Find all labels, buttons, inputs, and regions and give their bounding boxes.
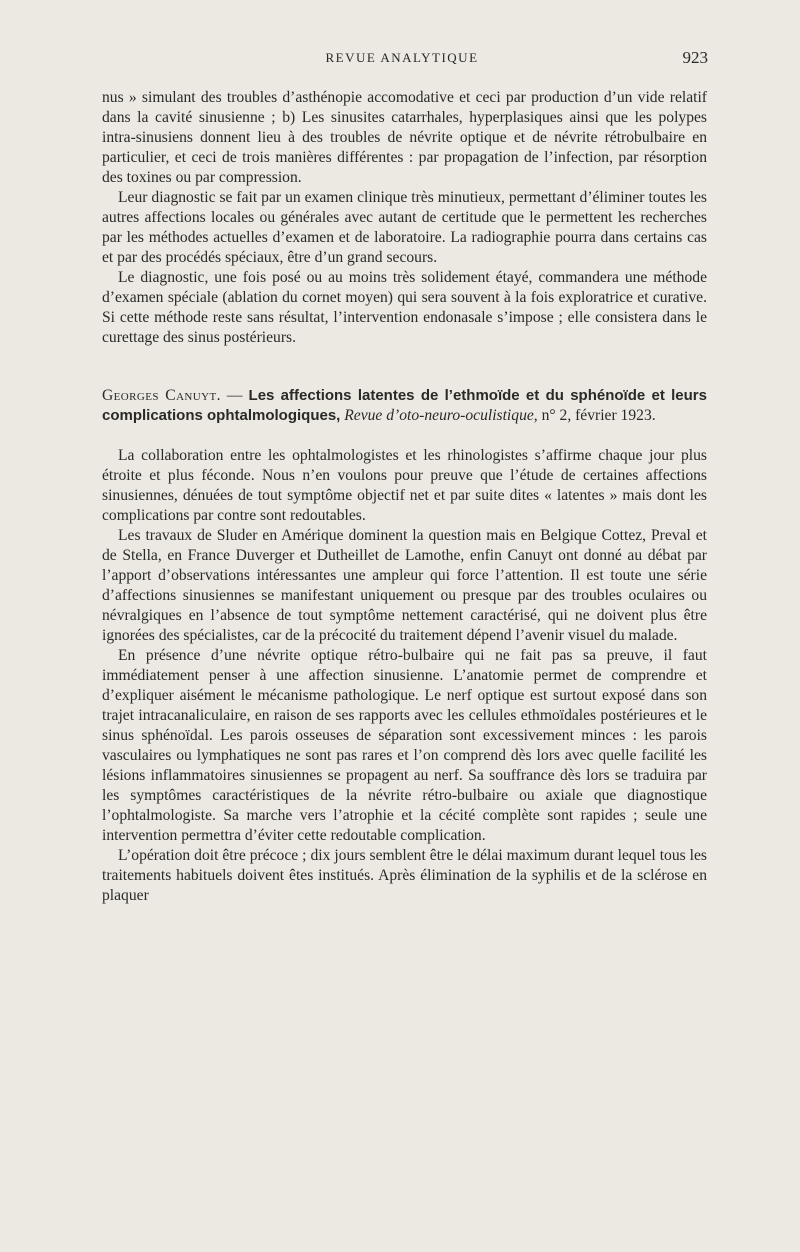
citation-journal: Revue d’oto-neuro-oculistique,	[344, 407, 538, 424]
paragraph: Leur diagnostic se fait par un examen clinique très minutieux, permettant d’éliminer toutes les autres affections locales ou générales avec autant de certitude que le permettent les recherches par les méthodes actuelles d’examen et de laboratoire. La radiographie pourra dans certains cas et par des procédés spéciaux, être d’un grand secours.	[102, 189, 707, 266]
section-gap	[102, 348, 707, 386]
paragraph: Le diagnostic, une fois posé ou au moins très solidement étayé, commandera une méthode d’examen spéciale (ablation du cornet moyen) qui sera souvent à la fois exploratrice et curative. Si cette méthode reste sans résultat, l’intervention endonasale s’impose ; elle consistera dans le curettage des sinus postérieurs.	[102, 269, 707, 346]
citation-gap	[102, 426, 707, 446]
paragraph: Les travaux de Sluder en Amérique dominent la question mais en Belgique Cottez, Preval et de Stella, en France Duverger et Dutheillet de Lamothe, enfin Canuyt ont donné au débat par l’apport d’observations intéressantes une ampleur qui force l’attention. Il est toute une série d’affections sinusiennes se manifestant uniquement ou presque par des troubles oculaires ou névralgiques en l’absence de tout symptôme nettement caractérisé, qui ne doivent plus être ignorées des spécialistes, car de la précocité du traitement dépend l’avenir visuel du malade.	[102, 527, 707, 644]
citation-issue: n° 2, février 1923.	[537, 407, 656, 424]
paragraph: L’opération doit être précoce ; dix jours semblent être le délai maximum durant lequel tous les traitements habituels doivent êtes institués. Après élimination de la syphilis et de la sclérose en plaquer	[102, 847, 707, 904]
body-text	[102, 88, 707, 906]
paragraph: La collaboration entre les ophtalmologistes et les rhinologistes s’affirme chaque jour plus étroite et plus féconde. Nous n’en voulons pour preuve que l’étude de certaines affections sinusiennes, dénuées de tout symptôme objectif net et par suite dites « latentes » mais dont les complications par contre sont redoutables.	[102, 447, 707, 524]
page-header	[96, 50, 708, 76]
bibliographic-citation	[102, 386, 707, 426]
page-number: 923	[682, 48, 708, 67]
paragraph: En présence d’une névrite optique rétro-bulbaire qui ne fait pas sa preuve, il faut immédiatement penser à une affection sinusienne. L’anatomie permet de comprendre et d’expliquer aisément le mécanisme pathologique. Le nerf optique est surtout exposé dans son trajet intracanaliculaire, en raison de ses rapports avec les cellules ethmoïdales postérieures et le sinus sphénoïdal. Les parois osseuses de séparation sont excessivement minces : les parois vasculaires ou lymphatiques ne sont pas rares et l’on comprend dès lors avec quelle facilité les lésions inflammatoires sinusiennes se propagent au nerf. Sa souffrance dès lors se traduira par les symptômes caractéristiques de la névrite rétro-bulbaire ou axiale que diagnostique l’ophtalmologiste. Sa marche vers l’atrophie et la cécité complète sont rapides ; seule une intervention permettra d’éviter cette redoutable complication.	[102, 647, 707, 844]
citation-title: Les affections latentes de l’ethmoïde et du sphénoïde et leurs complications ophtalmologiques,	[102, 387, 707, 424]
citation-author: Georges Canuyt.	[102, 387, 221, 404]
citation-dash: —	[220, 387, 249, 404]
paragraph: nus » simulant des troubles d’asthénopie accomodative et ceci par production d’un vide relatif dans la cavité sinusienne ; b) Les sinusites catarrhales, hyperplasiques ainsi que les polypes intra-sinusiens donnent lieu à des troubles de névrite optique et de névrite rétrobulbaire en particulier, et ceci de trois manières différentes : par propagation de l’infection, par résorption des toxines ou par compression.	[102, 89, 707, 186]
running-title: REVUE ANALYTIQUE	[325, 50, 479, 65]
